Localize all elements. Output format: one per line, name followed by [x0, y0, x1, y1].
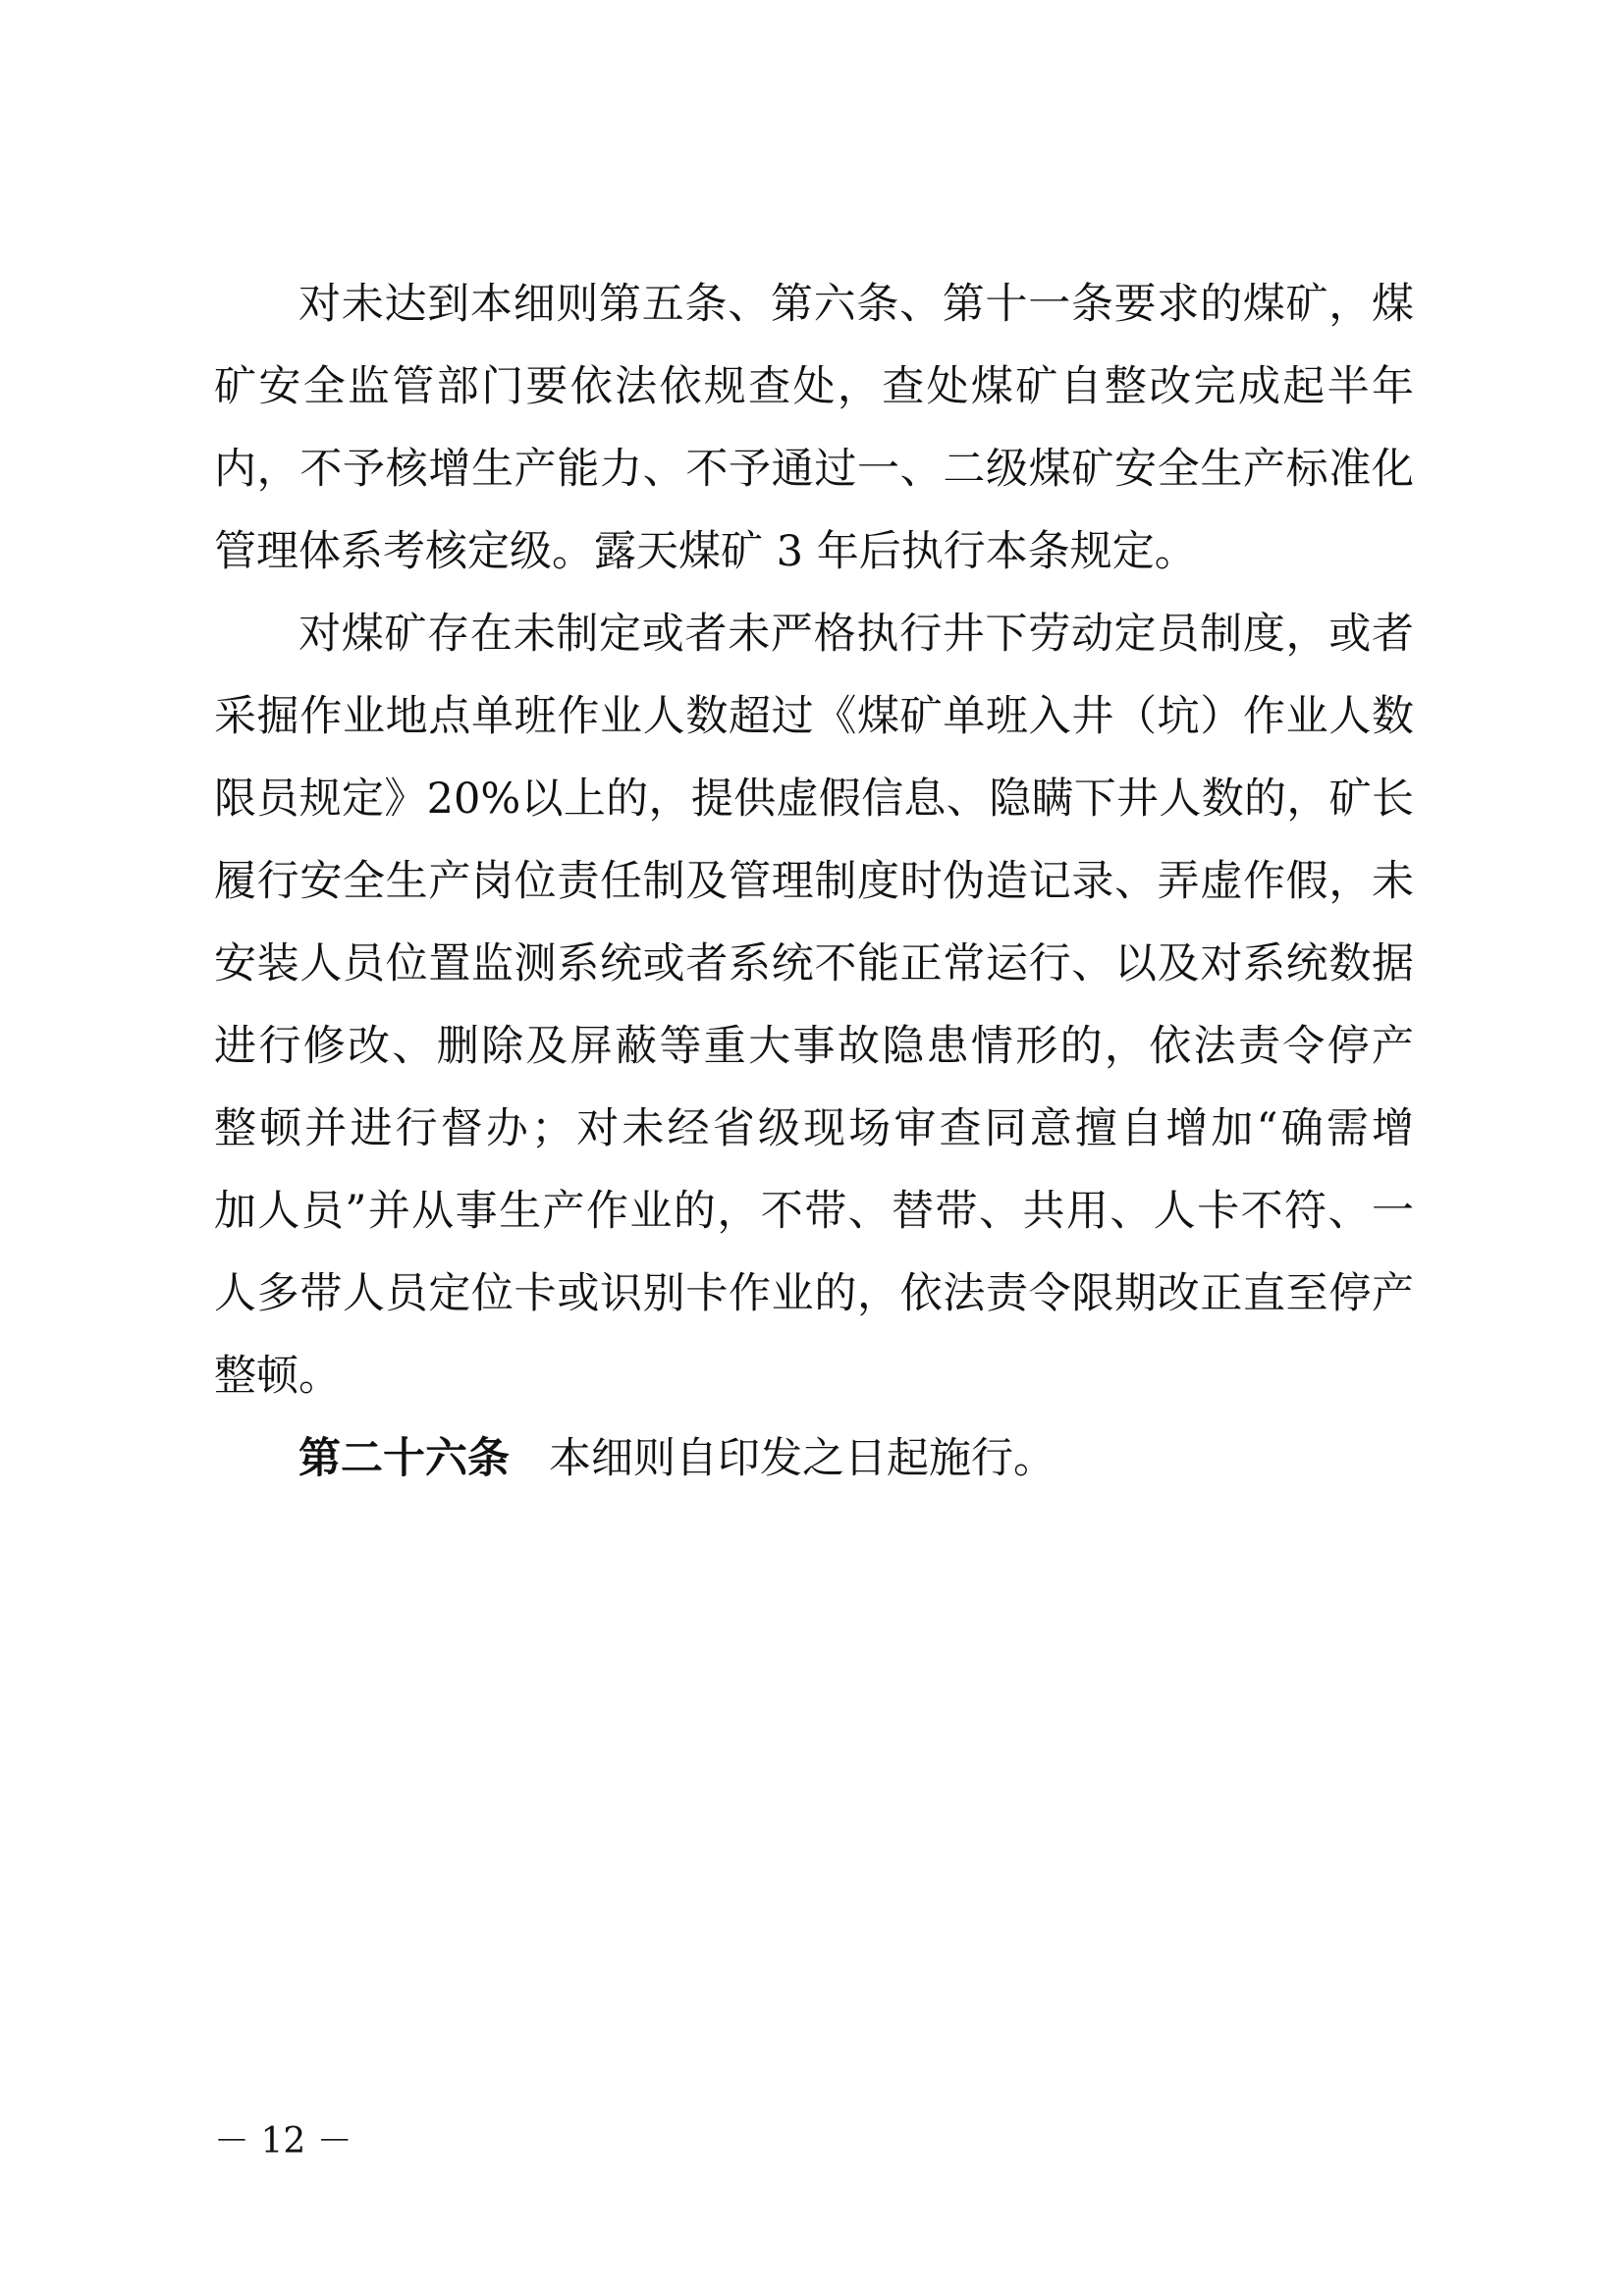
text-line: 矿安全监管部门要依法依规查处，查处煤矿自整改完成起半年	[214, 362, 1414, 411]
article-26	[214, 1417, 1414, 1500]
page-number: － 12 －	[214, 2121, 352, 2162]
text-line: 履行安全生产岗位责任制及管理制度时伪造记录、弄虚作假，未	[214, 857, 1414, 906]
text-line: 采掘作业地点单班作业人数超过《煤矿单班入井（坑）作业人数	[214, 692, 1414, 741]
article-text: 本细则自印发之日起施行。	[549, 1434, 1056, 1483]
text-line: 整顿并进行督办；对未经省级现场审查同意擅自增加“确需增	[214, 1104, 1414, 1153]
text-line: 人多带人员定位卡或识别卡作业的，依法责令限期改正直至停产	[214, 1269, 1414, 1318]
text-line: 对未达到本细则第五条、第六条、第十一条要求的煤矿，煤	[298, 280, 1414, 329]
text-line: 对煤矿存在未制定或者未严格执行井下劳动定员制度，或者	[298, 610, 1414, 659]
text-line: 内，不予核增生产能力、不予通过一、二级煤矿安全生产标准化	[214, 445, 1414, 494]
text-line: 限员规定》20%以上的，提供虚假信息、隐瞒下井人数的，矿长	[214, 774, 1414, 824]
article-title: 第二十六条	[298, 1434, 510, 1483]
text-line: 加人员”并从事生产作业的，不带、替带、共用、人卡不符、一	[214, 1187, 1414, 1236]
paragraph-coal-mine-penalties	[214, 263, 1414, 593]
text-line: 安装人员位置监测系统或者系统不能正常运行、以及对系统数据	[214, 939, 1414, 988]
paragraph-staffing-violations	[214, 593, 1414, 1417]
document-body	[214, 263, 1414, 1500]
text-line: 整顿。	[214, 1352, 341, 1401]
text-line: 进行修改、删除及屏蔽等重大事故隐患情形的，依法责令停产	[214, 1022, 1414, 1071]
text-line: 管理体系考核定级。露天煤矿 3 年后执行本条规定。	[214, 527, 1197, 576]
